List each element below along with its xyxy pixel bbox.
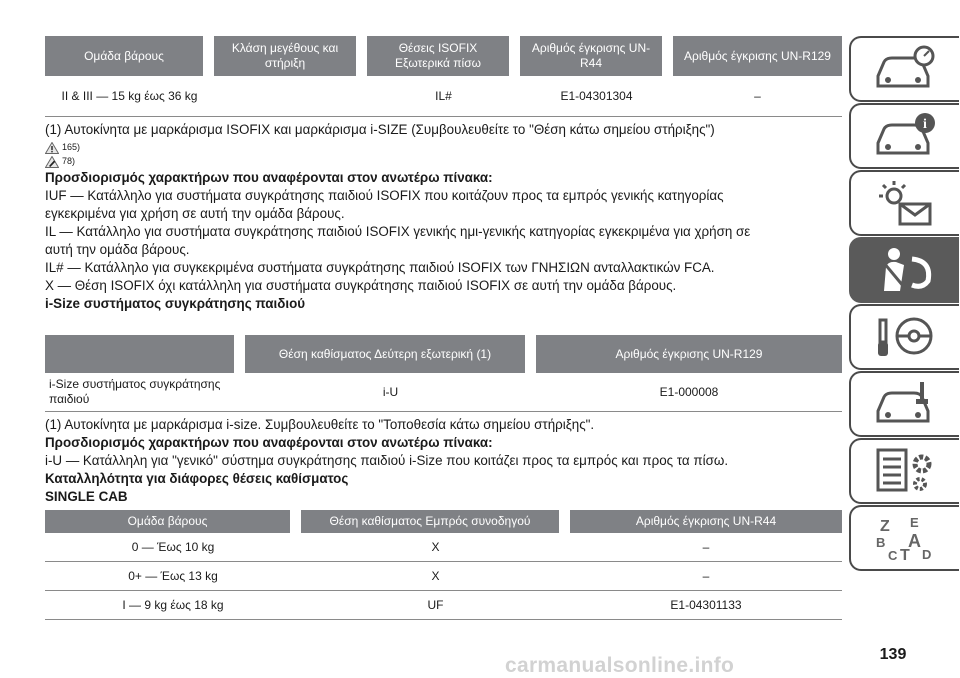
isofix-table [45, 36, 842, 117]
table-cell: E1-04301133 [570, 591, 842, 620]
table-cell: I — 9 kg έως 18 kg [45, 591, 301, 620]
table-header-cell [45, 335, 245, 373]
car-dashboard-icon [870, 44, 940, 94]
table-cell: E1-000008 [536, 373, 842, 412]
table-cell: II & III — 15 kg έως 36 kg [45, 76, 214, 117]
legend-line: εγκεκριμένα για χρήση σε αυτή την ομάδα βάρους. [45, 206, 345, 221]
table-header-row [45, 510, 842, 533]
legend-line: IL — Κατάλληλο για συστήματα συγκράτησης παιδιού ISOFIX γενικής ημι-γενικής κατηγορίας εγκεκριμένα για χρήση σε [45, 224, 751, 239]
legend-line: X — Θέση ISOFIX όχι κατάλληλη για συστήματα συγκράτησης παιδιού ISOFIX σε αυτή την ομάδα βάρους. [45, 278, 677, 293]
maintenance-settings-icon [870, 446, 940, 496]
legend-line: i-U — Κατάλληλη για "γενικό" σύστημα συγκράτησης παιδιού i-Size που κοιτάζει προς τα εμπρός και προς τα πίσω. [45, 453, 729, 468]
page-number: 139 [879, 646, 907, 663]
footnote: (1) Αυτοκίνητα με μαρκάρισμα ISOFIX και μαρκάρισμα i-SIZE (Συμβουλευθείτε το "Θέση κάτω σημείου στήριξης") [45, 122, 715, 137]
page-content [45, 36, 842, 620]
table-header-row [45, 36, 842, 76]
tab-safety[interactable] [849, 237, 959, 303]
note-reference [45, 155, 842, 168]
svg-text:E: E [910, 515, 919, 530]
table-cell: 0+ — Έως 13 kg [45, 562, 301, 591]
tab-index[interactable] [849, 505, 959, 571]
watermark: carmanualsonline.info [505, 654, 735, 677]
table-header-cell: Ομάδα βάρους [45, 36, 214, 76]
seatbelt-airbag-icon [870, 245, 940, 295]
tab-emergency[interactable] [849, 371, 959, 437]
svg-text:T: T [900, 547, 910, 563]
table-header-cell: Αριθμός έγκρισης UN-R44 [520, 36, 673, 76]
table-row [45, 76, 842, 117]
table-cell: UF [301, 591, 570, 620]
table-cell: – [570, 562, 842, 591]
warning-reference [45, 141, 842, 154]
section-heading: Προσδιορισμός χαρακτήρων που αναφέρονται στον ανωτέρω πίνακα: [45, 170, 493, 185]
warning-triangle-icon [45, 142, 59, 154]
table-cell: X [301, 533, 570, 562]
table-cell [214, 76, 367, 117]
key-steering-wheel-icon [870, 312, 940, 362]
reference-number: 165) [62, 142, 81, 152]
table-row [45, 562, 842, 591]
cab-heading: SINGLE CAB [45, 489, 128, 504]
section-heading: i-Size συστήματος συγκράτησης παιδιού [45, 296, 306, 311]
table-header-cell: Αριθμός έγκρισης UN-R44 [570, 510, 842, 533]
table-header-cell: Θέση καθίσματος Δεύτερη εξωτερική (1) [245, 335, 536, 373]
legend-line: αυτή την ομάδα βάρους. [45, 242, 190, 257]
car-breakdown-icon [870, 379, 940, 429]
table-row [45, 533, 842, 562]
tab-starting-driving[interactable] [849, 304, 959, 370]
table-cell: IL# [367, 76, 520, 117]
single-cab-table [45, 510, 842, 620]
car-info-icon [870, 111, 940, 161]
table-header-cell: Θέση καθίσματος Εμπρός συνοδηγού [301, 510, 570, 533]
svg-text:D: D [922, 547, 932, 562]
alphabetical-index-icon [870, 513, 940, 563]
table-cell: 0 — Έως 10 kg [45, 533, 301, 562]
table-cell: – [673, 76, 842, 117]
table-header-cell: Θέσεις ISOFIX Εξωτερικά πίσω [367, 36, 520, 76]
table-cell: – [570, 533, 842, 562]
table-header-row [45, 335, 842, 373]
tab-warning-lights[interactable] [849, 170, 959, 236]
table-cell: E1-04301304 [520, 76, 673, 117]
svg-text:A: A [908, 531, 921, 551]
svg-text:C: C [888, 548, 898, 563]
table-cell: i-U [245, 373, 536, 412]
table-cell: i-Size συστήματος συγκράτησης παιδιού [45, 373, 245, 412]
table-header-cell: Αριθμός έγκρισης UN-R129 [536, 335, 842, 373]
reference-number: 78) [62, 156, 76, 166]
legend-line: IL# — Κατάλληλο για συγκεκριμένα συστήματα συγκράτησης παιδιού ISOFIX των ΓΝΗΣΙΩΝ ανταλλακτικών FCA. [45, 260, 715, 275]
svg-text:Z: Z [880, 518, 890, 535]
note-icon [45, 156, 59, 168]
svg-text:i: i [923, 117, 927, 132]
isize-table [45, 335, 842, 412]
warning-light-message-icon [870, 178, 940, 228]
table-header-cell: Αριθμός έγκρισης UN-R129 [673, 36, 842, 76]
table-header-cell: Ομάδα βάρους [45, 510, 301, 533]
svg-text:B: B [876, 535, 886, 550]
table-row [45, 373, 842, 412]
legend-line: IUF — Κατάλληλο για συστήματα συγκράτησης παιδιού ISOFIX που κοιτάζουν προς τα εμπρός γενικής κατηγορίας [45, 188, 724, 203]
table-row [45, 591, 842, 620]
footnote: (1) Αυτοκίνητα με μαρκάρισμα i-size. Συμβουλευθείτε το "Τοποθεσία κάτω σημείου στήριξης". [45, 417, 595, 432]
table-cell: X [301, 562, 570, 591]
tab-maintenance[interactable] [849, 438, 959, 504]
tab-car-info[interactable] [849, 103, 959, 169]
section-heading: Καταλληλότητα για διάφορες θέσεις καθίσματος [45, 471, 349, 486]
table-header-cell: Κλάση μεγέθους και στήριξη [214, 36, 367, 76]
tab-dashboard[interactable] [849, 36, 959, 102]
section-heading: Προσδιορισμός χαρακτήρων που αναφέρονται στον ανωτέρω πίνακα: [45, 435, 493, 450]
